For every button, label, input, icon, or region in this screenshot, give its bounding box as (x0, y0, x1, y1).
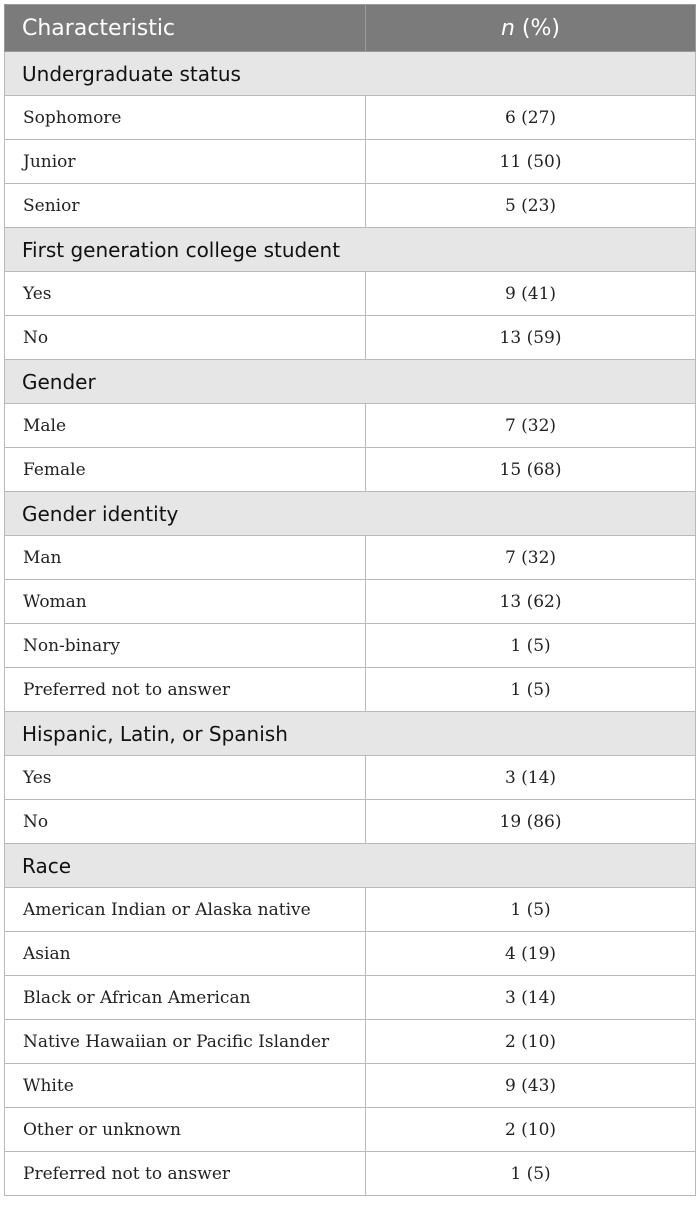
table-row (5, 932, 696, 976)
table-row (5, 448, 696, 492)
table-row (5, 140, 696, 184)
table-row (5, 624, 696, 668)
row-label: White (5, 1064, 366, 1108)
header-characteristic: Characteristic (5, 5, 366, 52)
row-value: 5 (23) (366, 184, 696, 228)
row-value: 4 (19) (366, 932, 696, 976)
row-value: 3 (14) (366, 976, 696, 1020)
section-header-row (5, 52, 696, 96)
section-header-row (5, 492, 696, 536)
row-value: 1 (5) (366, 888, 696, 932)
table-body (5, 52, 696, 1196)
table-row (5, 1064, 696, 1108)
row-label: Preferred not to answer (5, 668, 366, 712)
table-row (5, 1152, 696, 1196)
section-title: Gender identity (5, 492, 696, 536)
table-row (5, 404, 696, 448)
row-value: 3 (14) (366, 756, 696, 800)
row-label: Yes (5, 272, 366, 316)
characteristics-table-container (4, 4, 695, 1196)
row-label: Sophomore (5, 96, 366, 140)
row-value: 2 (10) (366, 1020, 696, 1064)
row-value: 11 (50) (366, 140, 696, 184)
section-header-row (5, 228, 696, 272)
row-value: 7 (32) (366, 404, 696, 448)
table-row (5, 536, 696, 580)
row-label: American Indian or Alaska native (5, 888, 366, 932)
table-row (5, 96, 696, 140)
row-label: Senior (5, 184, 366, 228)
table-row (5, 1020, 696, 1064)
table-row (5, 756, 696, 800)
section-title: Hispanic, Latin, or Spanish (5, 712, 696, 756)
row-value: 19 (86) (366, 800, 696, 844)
row-label: No (5, 316, 366, 360)
row-label: No (5, 800, 366, 844)
row-label: Junior (5, 140, 366, 184)
table-row (5, 976, 696, 1020)
row-label: Native Hawaiian or Pacific Islander (5, 1020, 366, 1064)
section-header-row (5, 844, 696, 888)
header-row (5, 5, 696, 52)
row-value: 13 (62) (366, 580, 696, 624)
table-row (5, 1108, 696, 1152)
row-value: 7 (32) (366, 536, 696, 580)
row-label: Other or unknown (5, 1108, 366, 1152)
table-row (5, 668, 696, 712)
row-value: 1 (5) (366, 624, 696, 668)
row-label: Preferred not to answer (5, 1152, 366, 1196)
table-row (5, 888, 696, 932)
table-row (5, 184, 696, 228)
section-header-row (5, 712, 696, 756)
row-value: 1 (5) (366, 668, 696, 712)
row-label: Man (5, 536, 366, 580)
table-header (5, 5, 696, 52)
header-n-percent (366, 5, 696, 52)
row-label: Woman (5, 580, 366, 624)
row-value: 9 (41) (366, 272, 696, 316)
section-title: First generation college student (5, 228, 696, 272)
row-label: Asian (5, 932, 366, 976)
row-label: Black or African American (5, 976, 366, 1020)
table-row (5, 800, 696, 844)
section-title: Undergraduate status (5, 52, 696, 96)
row-value: 6 (27) (366, 96, 696, 140)
section-title: Gender (5, 360, 696, 404)
table-row (5, 580, 696, 624)
section-title: Race (5, 844, 696, 888)
header-percent: (%) (514, 15, 561, 41)
header-n: n (500, 15, 515, 41)
row-value: 9 (43) (366, 1064, 696, 1108)
row-value: 1 (5) (366, 1152, 696, 1196)
row-value: 13 (59) (366, 316, 696, 360)
table-row (5, 316, 696, 360)
row-value: 15 (68) (366, 448, 696, 492)
row-value: 2 (10) (366, 1108, 696, 1152)
row-label: Male (5, 404, 366, 448)
table-row (5, 272, 696, 316)
row-label: Yes (5, 756, 366, 800)
section-header-row (5, 360, 696, 404)
row-label: Non-binary (5, 624, 366, 668)
characteristics-table (4, 4, 696, 1196)
row-label: Female (5, 448, 366, 492)
